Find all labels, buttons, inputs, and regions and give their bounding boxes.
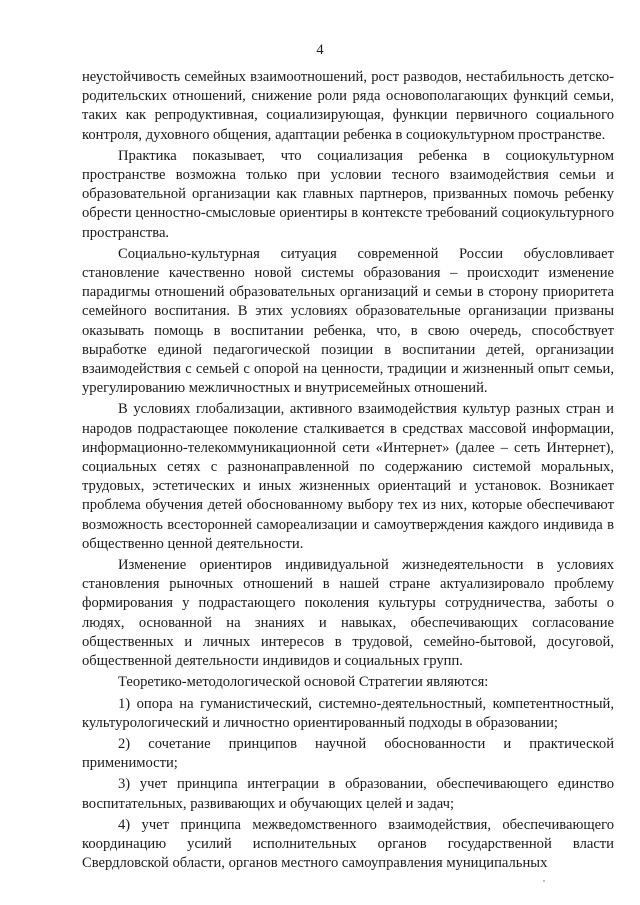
list-item-1: 1) опора на гуманистический, системно-деятельностный, компетентностный, культурологический и личностно ориентированный подходы в образовании; [82,695,614,731]
page-number: 4 [316,42,324,58]
list-item-2: 2) сочетание принципов научной обоснованности и практической применимости; [82,735,614,772]
list-item-3: 3) учет принципа интеграции в образовании, обеспечивающего единство воспитательных, развивающих и обучающих целей и задач; [82,776,614,812]
paragraph-socio-cultural-situation: Социально-культурная ситуация современной России обусловливает становление качественно новой системы образования – происходит изменение парадигмы отношений образовательных организаций и семьи в сторону приоритета семейного воспитания. В этих условиях образовательные организации призваны оказывать помощь в воспитании ребенка, что, в свою очередь, способствует выработке единой педагогической позиции в воспитании детей, организации взаимодействия с семьей с опорой на ценности, традиции и жизненный опыт семьи, урегулированию межличностных и внутрисемейных отношений. [82,245,614,397]
scan-speck [543,880,545,882]
paragraph-practice: Практика показывает, что социализация ребенка в социокультурном пространстве возможна только при условии тесного взаимодействия семьи и образовательной организации как главных партнеров, призванных помочь ребенку обрести ценностно-смысловые ориентиры в контексте требований социокультурного пространства. [82,147,614,241]
paragraph-methodology-intro: Теоретико-методологической основой Стратегии являются: [118,674,489,691]
list-item-4: 4) учет принципа межведомственного взаимодействия, обеспечивающего координацию усилий исполнительных органов государственной власти Свердловской области, органов местного самоуправления муниципальных [82,816,614,872]
paragraph-globalization: В условиях глобализации, активного взаимодействия культур разных стран и народов подрастающее поколение сталкивается в средствах массовой информации, информационно-телекоммуникационной сети «Интернет» (далее – сеть Интернет), социальных сетях с разнонаправленной по содержанию системой моральных, трудовых, эстетических и иных жизненных ориентаций и установок. Возникает проблема обучения детей обоснованному выбору тех из них, которые обеспечивают возможность всесторонней самореализации и самоутверждения каждого индивида в общественно ценной деятельности. [82,401,614,552]
paragraph-orientation-change: Изменение ориентиров индивидуальной жизнедеятельности в условиях становления рыночных отношений в нашей стране актуализировало проблему формирования у подрастающего поколения культуры сотрудничества, заботы о людях, основанной на знаниях и навыках, обеспечивающих согласование общественных и личных интересов в трудовой, семейно-бытовой, досуговой, общественной деятельности индивидов и социальных групп. [82,557,614,670]
paragraph-family-relations: неустойчивость семейных взаимоотношений, рост разводов, нестабильность детско-родительских отношений, снижение роли ряда основополагающих функций семьи, таких как репродуктивная, социализирующая, функции первичного социального контроля, духовного общения, адаптации ребенка в социокультурном пространстве. [82,69,614,143]
document-body [82,68,614,873]
